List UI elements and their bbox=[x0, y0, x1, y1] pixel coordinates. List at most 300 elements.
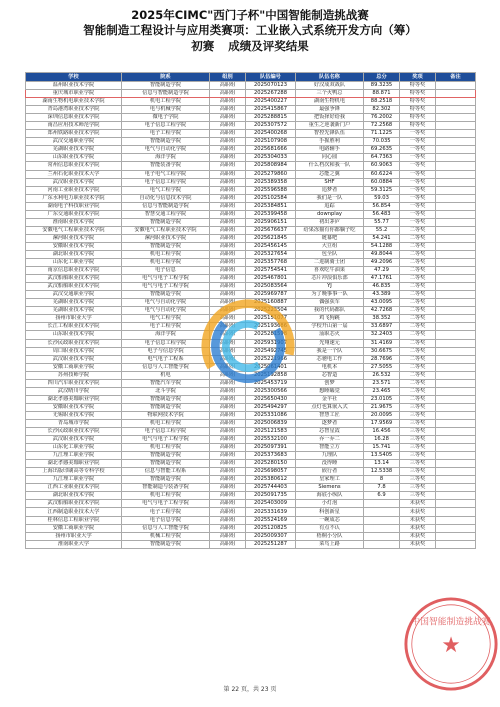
cell-school: 南昌应用技术师范学院 bbox=[26, 122, 122, 130]
cell-team-name: 光翔速元 bbox=[296, 339, 364, 347]
cell-award: 特等奖 bbox=[400, 114, 436, 122]
cell-department: 智能制造学院 bbox=[122, 218, 210, 226]
cell-school: 扬州市职业大学 bbox=[26, 532, 122, 540]
cell-school: 武汉船舶职业技术学院 bbox=[26, 275, 122, 283]
cell-department: 机电工程学院 bbox=[122, 250, 210, 258]
cell-school: 常州信息职业技术学院 bbox=[26, 162, 122, 170]
cell-group: 高职组 bbox=[210, 363, 246, 371]
table-header-row bbox=[26, 73, 476, 82]
cell-school: 安徽工商职业学院 bbox=[26, 524, 122, 532]
cell-department: 海洋学院 bbox=[122, 331, 210, 339]
cell-department: 智能制造学院 bbox=[122, 291, 210, 299]
cell-group: 高职组 bbox=[210, 500, 246, 508]
cell-group: 高职组 bbox=[210, 379, 246, 387]
cell-score: 60.0884 bbox=[364, 178, 400, 186]
table-row bbox=[26, 210, 476, 218]
cell-remark bbox=[436, 540, 476, 548]
cell-department: 安徽电气工程职业技术学院 bbox=[122, 226, 210, 234]
cell-team-id: 2025061401 bbox=[246, 363, 296, 371]
cell-team-id: 2025223504 bbox=[246, 307, 296, 315]
table-row bbox=[26, 468, 476, 476]
table-row bbox=[26, 436, 476, 444]
cell-school: 安徽职业技术学院 bbox=[26, 403, 122, 411]
table-row bbox=[26, 532, 476, 540]
cell-department: 智能制造学院 bbox=[122, 452, 210, 460]
cell-team-name: 芯驰电工作 bbox=[296, 355, 364, 363]
cell-team-name: 智控先锋队伍 bbox=[296, 130, 364, 138]
cell-award: 二等奖 bbox=[400, 250, 436, 258]
cell-remark bbox=[436, 524, 476, 532]
cell-team-id: 2025091735 bbox=[246, 492, 296, 500]
cell-team-name: 九理队 bbox=[296, 452, 364, 460]
table-row bbox=[26, 460, 476, 468]
cell-score: 70.035 bbox=[364, 138, 400, 146]
cell-group: 高职组 bbox=[210, 307, 246, 315]
cell-score: 89.3235 bbox=[364, 82, 400, 90]
cell-team-id: 2025221966 bbox=[246, 355, 296, 363]
cell-school: 山东职业技术学院 bbox=[26, 331, 122, 339]
cell-team-id: 2025676637 bbox=[246, 226, 296, 234]
cell-school: 九江理工职业学院 bbox=[26, 476, 122, 484]
cell-department: 电子工程学院 bbox=[122, 508, 210, 516]
cell-department: 电子信息工程学院 bbox=[122, 178, 210, 186]
cell-award: 二等奖 bbox=[400, 363, 436, 371]
cell-department: 智能制造学院 bbox=[122, 476, 210, 484]
cell-award: 一等奖 bbox=[400, 154, 436, 162]
cell-team-name: 什么档次和我一队 bbox=[296, 162, 364, 170]
table-row bbox=[26, 250, 476, 258]
cell-team-id: 2025097391 bbox=[246, 444, 296, 452]
cell-team-id: 2025102584 bbox=[246, 194, 296, 202]
cell-department: 电气与自动化学院 bbox=[122, 307, 210, 315]
cell-school: 武汉船舶职业技术学院 bbox=[26, 283, 122, 291]
table-row bbox=[26, 508, 476, 516]
cell-department: 电气与电子工程学院 bbox=[122, 500, 210, 508]
cell-team-id: 2025193686 bbox=[246, 323, 296, 331]
cell-team-name: 包全队 bbox=[296, 250, 364, 258]
table-row bbox=[26, 403, 476, 411]
table-row bbox=[26, 452, 476, 460]
cell-award: 一等奖 bbox=[400, 186, 436, 194]
cell-team-id: 2025399458 bbox=[246, 210, 296, 218]
cell-group: 高职组 bbox=[210, 419, 246, 427]
cell-award: 二等奖 bbox=[400, 291, 436, 299]
cell-school: 温州职业技术学院 bbox=[26, 82, 122, 90]
cell-award: 一等奖 bbox=[400, 194, 436, 202]
cell-school: 芜湖职业技术学院 bbox=[26, 299, 122, 307]
cell-award: 三等奖 bbox=[400, 419, 436, 427]
cell-school: 四川汽车职业技术学院 bbox=[26, 379, 122, 387]
cell-school: 无锡职业技术学院 bbox=[26, 411, 122, 419]
cell-group: 高职组 bbox=[210, 436, 246, 444]
cell-award: 三等奖 bbox=[400, 428, 436, 436]
table-row bbox=[26, 186, 476, 194]
cell-score: 49.8044 bbox=[364, 250, 400, 258]
table-row bbox=[26, 259, 476, 267]
cell-team-name: 嵌行者 bbox=[296, 468, 364, 476]
table-row bbox=[26, 218, 476, 226]
cell-score: 13.5405 bbox=[364, 452, 400, 460]
cell-team-name: 手握胜利 bbox=[296, 138, 364, 146]
cell-group: 高职组 bbox=[210, 323, 246, 331]
cell-team-id: 2025456145 bbox=[246, 242, 296, 250]
cell-team-id: 2025415867 bbox=[246, 106, 296, 114]
cell-group: 高职组 bbox=[210, 339, 246, 347]
cell-team-id: 2025279860 bbox=[246, 170, 296, 178]
cell-group: 高职组 bbox=[210, 395, 246, 403]
cell-school: 扬州市职业大学 bbox=[26, 315, 122, 323]
cell-school: 山东职业技术学院 bbox=[26, 154, 122, 162]
cell-remark bbox=[436, 234, 476, 242]
cell-department: 电气工程学院 bbox=[122, 186, 210, 194]
cell-score: 31.4169 bbox=[364, 339, 400, 347]
cell-department: 信息与智能工程系 bbox=[122, 468, 210, 476]
cell-department: 电子工程学院 bbox=[122, 130, 210, 138]
cell-award: 二等奖 bbox=[400, 234, 436, 242]
cell-team-id: 2025006839 bbox=[246, 419, 296, 427]
cell-department: 智能制造学院 bbox=[122, 540, 210, 548]
cell-remark bbox=[436, 114, 476, 122]
cell-score: 15.741 bbox=[364, 444, 400, 452]
table-row bbox=[26, 516, 476, 524]
cell-group: 高职组 bbox=[210, 267, 246, 275]
cell-score: 23.571 bbox=[364, 379, 400, 387]
cell-score: 60.6224 bbox=[364, 170, 400, 178]
cell-team-id: 2025400227 bbox=[246, 98, 296, 106]
cell-award: 二等奖 bbox=[400, 259, 436, 267]
table-row bbox=[26, 444, 476, 452]
cell-award: 一等奖 bbox=[400, 170, 436, 178]
cell-team-name: 初出茅庐 bbox=[296, 218, 364, 226]
cell-school: 安徽工商职业学院 bbox=[26, 363, 122, 371]
cell-remark bbox=[436, 379, 476, 387]
cell-award: 二等奖 bbox=[400, 371, 436, 379]
cell-team-id: 2025754541 bbox=[246, 267, 296, 275]
cell-team-name: 喜欢吃牛油果 bbox=[296, 267, 364, 275]
cell-award: 一等奖 bbox=[400, 130, 436, 138]
table-row bbox=[26, 106, 476, 114]
cell-award: 三等奖 bbox=[400, 444, 436, 452]
cell-score: 59.03 bbox=[364, 194, 400, 202]
cell-school: 深圳信息职业技术学院 bbox=[26, 114, 122, 122]
cell-team-id: 2025532100 bbox=[246, 436, 296, 444]
cell-team-name: YJ bbox=[296, 283, 364, 291]
cell-award: 一等奖 bbox=[400, 202, 436, 210]
cell-department: 智能制造学院 bbox=[122, 403, 210, 411]
cell-school: 武汉职业技术学院 bbox=[26, 355, 122, 363]
cell-group: 高职组 bbox=[210, 476, 246, 484]
cell-department: 电子电气工程学院 bbox=[122, 170, 210, 178]
cell-team-id: 2025494297 bbox=[246, 403, 296, 411]
table-row bbox=[26, 154, 476, 162]
cell-award: 特等奖 bbox=[400, 122, 436, 130]
cell-score: 55.2 bbox=[364, 226, 400, 234]
col-header-group: 组别 bbox=[210, 73, 246, 82]
cell-group: 高职组 bbox=[210, 242, 246, 250]
cell-award: 二等奖 bbox=[400, 283, 436, 291]
cell-remark bbox=[436, 178, 476, 186]
table-row bbox=[26, 428, 476, 436]
cell-team-id: 2025288815 bbox=[246, 114, 296, 122]
cell-department: 自动化与信息技术学院 bbox=[122, 194, 210, 202]
table-row bbox=[26, 234, 476, 242]
cell-group: 高职组 bbox=[210, 331, 246, 339]
table-row bbox=[26, 500, 476, 508]
cell-school: 湖北孝感美珈职业学院 bbox=[26, 460, 122, 468]
cell-team-id: 2025280150 bbox=[246, 460, 296, 468]
cell-group: 高职组 bbox=[210, 210, 246, 218]
cell-group: 高职组 bbox=[210, 444, 246, 452]
document-title-block bbox=[0, 8, 500, 54]
table-row bbox=[26, 524, 476, 532]
cell-group: 高职组 bbox=[210, 82, 246, 90]
cell-score: 23.0105 bbox=[364, 395, 400, 403]
cell-score: 47.1761 bbox=[364, 275, 400, 283]
col-header-score: 总分 bbox=[364, 73, 400, 82]
cell-team-name: 二进制骑士团 bbox=[296, 259, 364, 267]
cell-team-id: 2025107908 bbox=[246, 138, 296, 146]
cell-score: 17.9569 bbox=[364, 419, 400, 427]
cell-team-name: 智慧工匠 bbox=[296, 411, 364, 419]
cell-team-name: 点灯也算嵌入式 bbox=[296, 403, 364, 411]
cell-department: 电子信息工程学院 bbox=[122, 122, 210, 130]
cell-group: 高职组 bbox=[210, 291, 246, 299]
cell-team-id: 2025931907 bbox=[246, 339, 296, 347]
cell-school: 河南工业职业技术学院 bbox=[26, 186, 122, 194]
cell-team-id: 2025969787 bbox=[246, 291, 296, 299]
table-row bbox=[26, 98, 476, 106]
table-row bbox=[26, 484, 476, 492]
table-row bbox=[26, 130, 476, 138]
cell-award: 未获奖 bbox=[400, 508, 436, 516]
cell-score: 56.483 bbox=[364, 210, 400, 218]
cell-award: 特等奖 bbox=[400, 106, 436, 114]
cell-team-name: 芯能之翼 bbox=[296, 170, 364, 178]
cell-group: 高职组 bbox=[210, 202, 246, 210]
cell-team-name: 智能立方 bbox=[296, 444, 364, 452]
cell-score: 69.2635 bbox=[364, 146, 400, 154]
cell-team-name: 皇家理工 bbox=[296, 476, 364, 484]
cell-school: 南京信息职业技术学院 bbox=[26, 267, 122, 275]
table-row bbox=[26, 90, 476, 98]
cell-remark bbox=[436, 250, 476, 258]
col-header-team-id: 队伍编号 bbox=[246, 73, 296, 82]
cell-award: 三等奖 bbox=[400, 411, 436, 419]
cell-team-name: 鸡飞狗跳 bbox=[296, 315, 364, 323]
official-seal-icon bbox=[402, 595, 500, 693]
cell-score: 72.2568 bbox=[364, 122, 400, 130]
cell-department: 信息与智能制造学院 bbox=[122, 202, 210, 210]
cell-score: 28.7696 bbox=[364, 355, 400, 363]
title-line-2: 智能制造工程设计与应用类赛项：工业嵌入式系统开发方向（筹） bbox=[83, 23, 417, 37]
cell-award: 一等奖 bbox=[400, 162, 436, 170]
cell-school: 苏州技师学院 bbox=[26, 371, 122, 379]
cell-team-name: 创梦 bbox=[296, 379, 364, 387]
cell-department: 微电子学院 bbox=[122, 114, 210, 122]
cell-department: 智能制造学院 bbox=[122, 138, 210, 146]
cell-team-id: 2025083564 bbox=[246, 283, 296, 291]
cell-team-name: 想睡瞌觉 bbox=[296, 387, 364, 395]
cell-team-id: 2025251287 bbox=[246, 540, 296, 548]
svg-text:★: ★ bbox=[441, 632, 461, 658]
cell-award: 二等奖 bbox=[400, 275, 436, 283]
cell-score: 32.2403 bbox=[364, 331, 400, 339]
cell-department: 电子信息工程学院 bbox=[122, 428, 210, 436]
cell-school: 湖北职业技术学院 bbox=[26, 492, 122, 500]
cell-group: 高职组 bbox=[210, 315, 246, 323]
cell-award: 一等奖 bbox=[400, 210, 436, 218]
cell-team-name: 小灯泡 bbox=[296, 500, 364, 508]
cell-score: 46.835 bbox=[364, 283, 400, 291]
cell-school: 上海出版印刷高等专科学校 bbox=[26, 468, 122, 476]
cell-team-name: 乔一乔二 bbox=[296, 436, 364, 444]
cell-team-id: 2025331639 bbox=[246, 508, 296, 516]
cell-score: 54.241 bbox=[364, 234, 400, 242]
cell-department: 智能制造学院 bbox=[122, 460, 210, 468]
cell-school: 湖南电子科技职业学院 bbox=[26, 202, 122, 210]
cell-score: 43.0095 bbox=[364, 299, 400, 307]
cell-team-name: 电机本 bbox=[296, 363, 364, 371]
cell-remark bbox=[436, 428, 476, 436]
table-row bbox=[26, 162, 476, 170]
cell-award: 特等奖 bbox=[400, 90, 436, 98]
cell-team-id: 2025327654 bbox=[246, 250, 296, 258]
cell-school: 长沙民政职业技术学院 bbox=[26, 339, 122, 347]
cell-team-name: 追梦者 bbox=[296, 186, 364, 194]
cell-score: 20.0095 bbox=[364, 411, 400, 419]
cell-team-id: 2025192858 bbox=[246, 371, 296, 379]
cell-school: 芜湖职业技术学院 bbox=[26, 146, 122, 154]
cell-remark bbox=[436, 162, 476, 170]
cell-remark bbox=[436, 339, 476, 347]
cell-school: 芜湖职业技术学院 bbox=[26, 307, 122, 315]
cell-award: 未获奖 bbox=[400, 524, 436, 532]
cell-remark bbox=[436, 387, 476, 395]
cell-team-name: 湖南生物机电 bbox=[296, 98, 364, 106]
cell-award: 未获奖 bbox=[400, 540, 436, 548]
cell-score: 23.465 bbox=[364, 387, 400, 395]
cell-department: 智能制造学院 bbox=[122, 395, 210, 403]
cell-school: 武汉交通职业学院 bbox=[26, 291, 122, 299]
cell-score: 56.854 bbox=[364, 202, 400, 210]
cell-school: 重庆城市职业学院 bbox=[26, 90, 122, 98]
cell-remark bbox=[436, 403, 476, 411]
cell-remark bbox=[436, 106, 476, 114]
cell-team-id: 2025373683 bbox=[246, 452, 296, 460]
cell-department: 电气与电子工程学院 bbox=[122, 436, 210, 444]
cell-award: 二等奖 bbox=[400, 331, 436, 339]
cell-score bbox=[364, 524, 400, 532]
cell-award: 一等奖 bbox=[400, 178, 436, 186]
cell-department: 电气工程学院 bbox=[122, 315, 210, 323]
cell-team-name: 最强争锋 bbox=[296, 106, 364, 114]
cell-remark bbox=[436, 170, 476, 178]
cell-department: 电子信息工程学院 bbox=[122, 339, 210, 347]
cell-department: 信息与智能制造学院 bbox=[122, 90, 210, 98]
cell-department: 漯河职业技术学院 bbox=[122, 234, 210, 242]
cell-remark bbox=[436, 436, 476, 444]
cell-team-id: 2025453719 bbox=[246, 379, 296, 387]
cell-team-name: 好汉成双战队 bbox=[296, 82, 364, 90]
cell-award: 特等奖 bbox=[400, 98, 436, 106]
cell-group: 高职组 bbox=[210, 114, 246, 122]
cell-team-id: 2025403009 bbox=[246, 500, 296, 508]
cell-team-name: 芯智造 bbox=[296, 371, 364, 379]
cell-department: 电气电子工程系 bbox=[122, 355, 210, 363]
table-row bbox=[26, 138, 476, 146]
table-row bbox=[26, 170, 476, 178]
cell-team-id: 2025304033 bbox=[246, 154, 296, 162]
cell-department: 物联网技术学院 bbox=[122, 411, 210, 419]
cell-school: 淮南职业大学 bbox=[26, 540, 122, 548]
col-header-remark: 备注 bbox=[436, 73, 476, 82]
cell-remark bbox=[436, 267, 476, 275]
cell-department: 电气与电子工程学院 bbox=[122, 275, 210, 283]
cell-remark bbox=[436, 291, 476, 299]
cell-school: 青岛港湾职业技术学院 bbox=[26, 106, 122, 114]
table-row bbox=[26, 411, 476, 419]
cell-group: 高职组 bbox=[210, 250, 246, 258]
cell-group: 高职组 bbox=[210, 226, 246, 234]
cell-department: 智能制造学院 bbox=[122, 82, 210, 90]
cell-school: 长沙民政职业技术学院 bbox=[26, 428, 122, 436]
cell-group: 高职组 bbox=[210, 178, 246, 186]
cell-group: 高职组 bbox=[210, 146, 246, 154]
cell-award: 未获奖 bbox=[400, 516, 436, 524]
cell-team-name: 芯智星霞 bbox=[296, 428, 364, 436]
table-row bbox=[26, 275, 476, 283]
cell-team-id: 2025389358 bbox=[246, 178, 296, 186]
cell-remark bbox=[436, 307, 476, 315]
table-row bbox=[26, 146, 476, 154]
cell-team-name: 学校开山第一届 bbox=[296, 323, 364, 331]
cell-remark bbox=[436, 98, 476, 106]
cell-group: 高职组 bbox=[210, 130, 246, 138]
cell-remark bbox=[436, 299, 476, 307]
cell-award: 三等奖 bbox=[400, 403, 436, 411]
cell-team-name: 汕职芯火 bbox=[296, 331, 364, 339]
cell-remark bbox=[436, 460, 476, 468]
cell-team-name: 追踪 bbox=[296, 202, 364, 210]
cell-group: 高职组 bbox=[210, 138, 246, 146]
cell-team-id: 2025384851 bbox=[246, 202, 296, 210]
cell-school: 武汉职业技术学院 bbox=[26, 436, 122, 444]
cell-remark bbox=[436, 508, 476, 516]
cell-award: 未获奖 bbox=[400, 532, 436, 540]
cell-school: 湖北职业技术学院 bbox=[26, 250, 122, 258]
cell-department: 信息与人工智能学院 bbox=[122, 363, 210, 371]
cell-score: 6.9 bbox=[364, 492, 400, 500]
cell-team-id: 2025121583 bbox=[246, 428, 296, 436]
cell-department: 电气与自动化学院 bbox=[122, 299, 210, 307]
cell-award: 二等奖 bbox=[400, 307, 436, 315]
cell-team-name: 给果冻猫有你都躺子吃 bbox=[296, 226, 364, 234]
table-row bbox=[26, 202, 476, 210]
cell-score: 60.9063 bbox=[364, 162, 400, 170]
cell-team-name: downplay bbox=[296, 210, 364, 218]
cell-group: 高职组 bbox=[210, 492, 246, 500]
cell-school: 淮南职业技术学院 bbox=[26, 218, 122, 226]
cell-remark bbox=[436, 371, 476, 379]
cell-team-name: SHF bbox=[296, 178, 364, 186]
cell-score: 47.29 bbox=[364, 267, 400, 275]
watermark-logo-icon bbox=[200, 298, 296, 394]
cell-group: 高职组 bbox=[210, 355, 246, 363]
cell-team-name: 菜鸟上路 bbox=[296, 540, 364, 548]
cell-remark bbox=[436, 202, 476, 210]
table-row bbox=[26, 540, 476, 548]
cell-award: 特等奖 bbox=[400, 82, 436, 90]
